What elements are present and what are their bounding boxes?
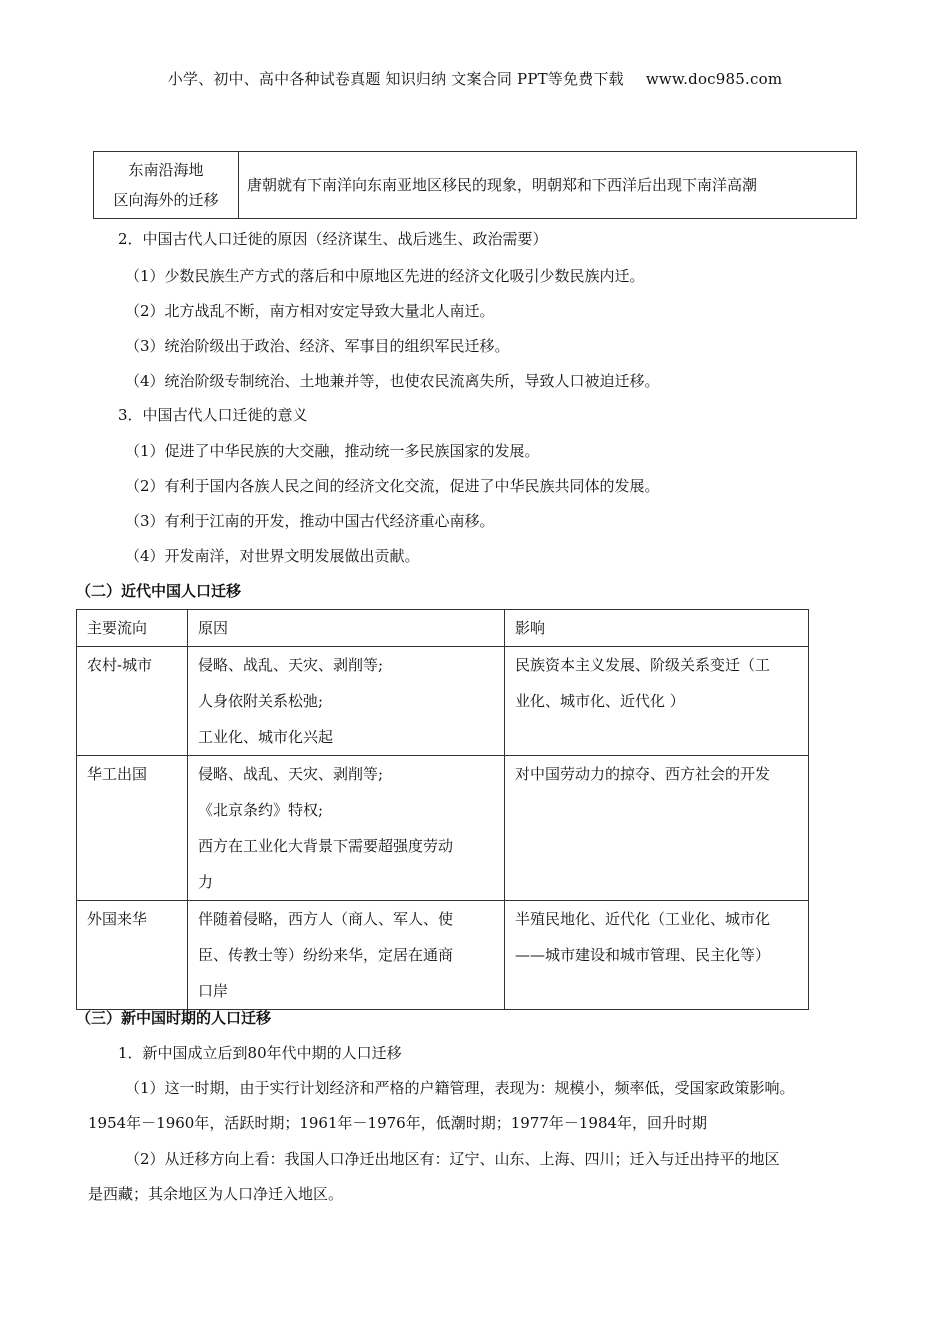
table-header-row: [77, 610, 809, 647]
effect-line: ——城市建设和城市管理、民主化等）: [515, 946, 771, 964]
page-header: [0, 68, 950, 89]
reason-line: 口岸: [198, 982, 229, 1000]
table-row: [77, 901, 809, 1010]
row-label-line: 东南沿海地: [128, 161, 204, 179]
table-row: [94, 152, 857, 219]
reason-cell: [188, 901, 505, 1010]
significance-item: （4）开发南洋，对世界文明发展做出贡献。: [125, 547, 420, 565]
reason-cell: [188, 756, 505, 901]
significance-heading: 3．中国古代人口迁徙的意义: [118, 406, 308, 424]
header-site: www.doc985.com: [645, 70, 783, 88]
modern-heading: （二）近代中国人口迁移: [76, 582, 242, 600]
table-row: [77, 756, 809, 901]
new-china-subheading: 1．新中国成立后到80年代中期的人口迁移: [118, 1044, 402, 1062]
row-label-cell: [94, 152, 239, 219]
effect-cell: [505, 756, 809, 901]
reason-line: 臣、传教士等）纷纷来华，定居在通商: [198, 946, 454, 964]
significance-item: （3）有利于江南的开发，推动中国古代经济重心南移。: [125, 512, 495, 530]
effect-line: 民族资本主义发展、阶级关系变迁（工: [515, 656, 771, 674]
header-text: 小学、初中、高中各种试卷真题 知识归纳 文案合同 PPT等免费下载: [167, 70, 624, 88]
table-row: [77, 647, 809, 756]
reason-line: 侵略、战乱、天灾、剥削等;: [198, 765, 384, 783]
reason-line: 伴随着侵略，西方人（商人、军人、使: [198, 910, 454, 928]
reason-item: （3）统治阶级出于政治、经济、军事目的组织军民迁移。: [125, 337, 510, 355]
reason-line: 人身依附关系松弛;: [198, 692, 324, 710]
row-content-cell: 唐朝就有下南洋向东南亚地区移民的现象，明朝郑和下西洋后出现下南洋高潮: [239, 152, 857, 219]
reason-line: 《北京条约》特权;: [198, 801, 324, 819]
significance-item: （1）促进了中华民族的大交融，推动统一多民族国家的发展。: [125, 442, 540, 460]
reason-item: （4）统治阶级专制统治、土地兼并等，也使农民流离失所，导致人口被迫迁移。: [125, 372, 660, 390]
paragraph-line: （2）从迁移方向上看：我国人口净迁出地区有：辽宁、山东、上海、四川；迁入与迁出持平的地区: [125, 1150, 780, 1168]
reason-line: 工业化、城市化兴起: [198, 728, 334, 746]
effect-cell: [505, 901, 809, 1010]
row-label-line: 区向海外的迁移: [113, 191, 219, 209]
flow-cell: 华工出国: [77, 756, 188, 901]
flow-cell: 农村-城市: [77, 647, 188, 756]
reason-line: 西方在工业化大背景下需要超强度劳动: [198, 837, 454, 855]
reasons-heading: 2．中国古代人口迁徙的原因（经济谋生、战后逃生、政治需要）: [118, 230, 548, 248]
column-header-flow: 主要流向: [77, 610, 188, 647]
significance-item: （2）有利于国内各族人民之间的经济文化交流，促进了中华民族共同体的发展。: [125, 477, 660, 495]
effect-line: 半殖民地化、近代化（工业化、城市化: [515, 910, 771, 928]
column-header-effect: 影响: [505, 610, 809, 647]
reason-line: 力: [198, 873, 214, 891]
reason-line: 侵略、战乱、天灾、剥削等;: [198, 656, 384, 674]
new-china-heading: （三）新中国时期的人口迁移: [76, 1009, 272, 1027]
paragraph-line: （1）这一时期，由于实行计划经济和严格的户籍管理，表现为：规模小，频率低，受国家政策影响。: [125, 1079, 795, 1097]
paragraph-line: 是西藏；其余地区为人口净迁入地区。: [88, 1185, 344, 1203]
migration-table-ancient: [93, 151, 857, 219]
reason-cell: [188, 647, 505, 756]
effect-cell: [505, 647, 809, 756]
effect-line: 对中国劳动力的掠夺、西方社会的开发: [515, 765, 771, 783]
column-header-reason: 原因: [188, 610, 505, 647]
reason-item: （2）北方战乱不断，南方相对安定导致大量北人南迁。: [125, 302, 495, 320]
migration-table-modern: [76, 609, 809, 1010]
paragraph-line: 1954年－1960年，活跃时期；1961年－1976年，低潮时期；1977年－1984年，回升时期: [88, 1114, 708, 1132]
effect-line: 业化、城市化、近代化 ）: [515, 692, 685, 710]
reason-item: （1）少数民族生产方式的落后和中原地区先进的经济文化吸引少数民族内迁。: [125, 267, 645, 285]
flow-cell: 外国来华: [77, 901, 188, 1010]
